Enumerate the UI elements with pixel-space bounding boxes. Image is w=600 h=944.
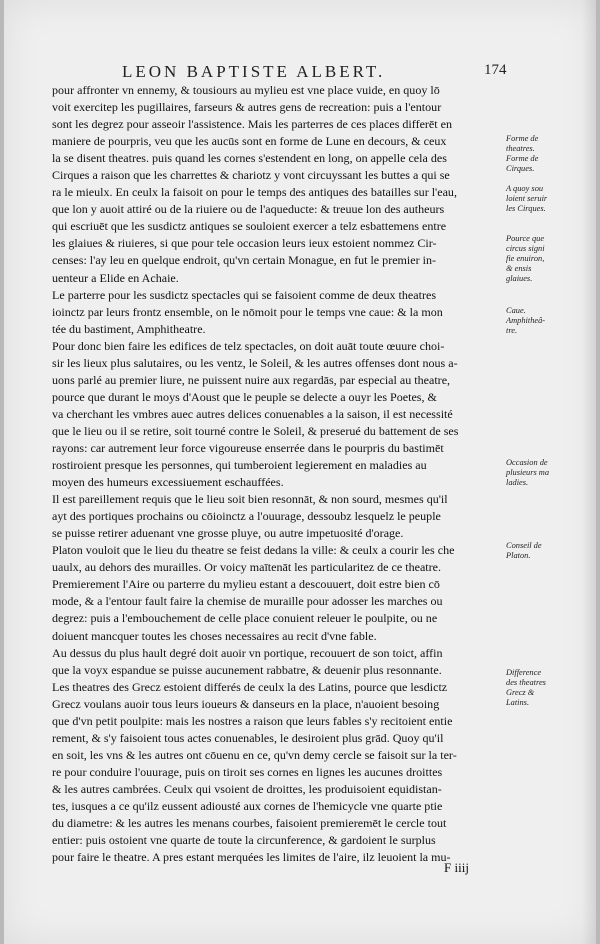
text-line: Pour donc bien faire les edifices de telz spectacles, on doit auāt toute œuure choi- xyxy=(52,338,445,353)
margin-note-4 xyxy=(506,306,578,336)
text-line: rayons: car autrement leur force vigoureuse enserrée dans le pourpris du bastimēt xyxy=(52,440,444,455)
margin-note-1 xyxy=(506,134,578,174)
page-header xyxy=(4,62,596,84)
margin-note-line: fie enuiron, xyxy=(506,254,545,263)
text-line: qui escriuēt que les susdictz antiques se souloient exercer a telz esbattemens entre xyxy=(52,219,447,234)
text-line: Platon vouloit que le lieu du theatre se feist dedans la ville: & ceulx a courir les che xyxy=(52,543,455,558)
page-edge-shadow xyxy=(582,0,596,944)
margin-note-line: theatres. xyxy=(506,144,535,153)
body-text xyxy=(52,82,507,866)
margin-note-line: Difference xyxy=(506,668,542,677)
text-line: entier: puis ostoient vne quarte de toute la circunference, & gardoient le surplus xyxy=(52,833,436,848)
text-line: Au dessus du plus hault degré doit auoir vn portique, recouuert de son toict, affin xyxy=(52,645,443,660)
text-line: du diametre: & les autres les menans courbes, faisoient premieremēt le cercle tout xyxy=(52,816,447,831)
margin-note-line: A quoy sou xyxy=(506,184,544,193)
text-line: sont les degrez pour asseoir l'assistence. Mais les parterres de ces places differēt en xyxy=(52,117,453,132)
text-line: que le lieu ou il se retire, soit tourné contre le Soleil, & preserué du battement de ses xyxy=(52,423,459,438)
text-line: va cherchant les vmbres auec autres delices conuenables a la saison, il est necessité xyxy=(52,406,453,421)
text-line: pource que durant le moys d'Aoust que le peuple se delecte a ouyr les Poetes, & xyxy=(52,389,437,404)
margin-note-3 xyxy=(506,234,578,284)
margin-note-line: Occasion de xyxy=(506,458,548,467)
margin-note-line: des theatres xyxy=(506,678,546,687)
margin-note-line: circus signi xyxy=(506,244,545,253)
text-line: Premierement l'Aire ou parterre du mylieu estant a descouuert, doit estre bien cō xyxy=(52,577,440,592)
text-line: maniere de pourpris, veu que les aucūs sont en forme de Lune en decours, & ceux xyxy=(52,134,447,149)
margin-note-line: Cirques. xyxy=(506,164,535,173)
text-line: voit exercitер les pugillaires, farseurs & autres gens de recreation: puis a l'entour xyxy=(52,100,442,115)
text-line: ayt des portiques prochains ou cōioinctz a l'ouurage, dessoubz lesquelz le peuple xyxy=(52,509,441,524)
text-line: que lon y auoit attiré ou de la riuiere ou de l'aqueducte: & treuue lon des autheurs xyxy=(52,202,445,217)
margin-note-line: Grecz & xyxy=(506,688,535,697)
margin-note-line: Forme de xyxy=(506,134,539,143)
text-line: Cirques a raison que les charrettes & chariotz y vont circuyssant les buttes a qui se xyxy=(52,168,450,183)
margin-note-5 xyxy=(506,458,578,488)
text-line: que d'vn petit poulpite: mais les nostres a raison que leurs fables s'y recitoient entie xyxy=(52,713,453,728)
text-line: Le parterre pour les susdictz spectacles qui se faisoient comme de deux theatres xyxy=(52,287,437,302)
margin-note-line: tre. xyxy=(506,326,518,335)
margin-note-2 xyxy=(506,184,578,214)
running-head: LEON BAPTISTE ALBERT. xyxy=(122,62,386,81)
text-line: uons parlé au premier liure, ne puissent nuire aux regardās, par especial au theatre, xyxy=(52,372,451,387)
text-line: tes, iusques a ce qu'ilz eussent adiousté aux cornes de l'hemicycle vne quarte ptie xyxy=(52,798,443,813)
margin-note-line: Amphitheâ- xyxy=(506,316,546,325)
margin-note-line: ladies. xyxy=(506,478,529,487)
text-line: censes: l'ay leu en quelque endroit, qu'vn certain Monague, en fut le premier in- xyxy=(52,253,437,268)
text-line: sir les lieux plus salutaires, ou les ventz, le Soleil, & les autres offenses dont nous a- xyxy=(52,355,458,370)
text-line: ioinctz par leurs frontz ensemble, on le nōmoit pour le temps vne caue: & la mon xyxy=(52,304,443,319)
margin-note-7 xyxy=(506,668,578,708)
margin-note-line: plusieurs ma xyxy=(506,468,550,477)
margin-note-line: Latins. xyxy=(506,698,530,707)
margin-note-line: glaiues. xyxy=(506,274,533,283)
text-line: en soit, les vns & les autres ont cōuenu en ce, qu'vn demy cercle se faisoit sur la ter- xyxy=(52,747,457,762)
text-line: pour affronter vn ennemy, & tousiours au mylieu est vne place vuide, en quoy lō xyxy=(52,83,440,97)
margin-note-line: Pource que xyxy=(506,234,545,243)
margin-note-line: les Cirques. xyxy=(506,204,546,213)
text-line: Les theatres des Grecz estoient differés de ceulx la des Latins, pource que lesdictz xyxy=(52,679,448,694)
text-line: uenteur a Elide en Achaie. xyxy=(52,270,179,285)
text-line: degrez: puis a l'embouchement de celle place conuient releuer le poulpite, ou ne xyxy=(52,611,438,626)
text-line: uaulx, au dehors des murailles. Or voicy maītenāt les particularitez de ce theatre. xyxy=(52,560,442,575)
text-line: rement, & s'y faisoient tous actes conuenables, le desiroient plus grād. Quoy qu'il xyxy=(52,730,444,745)
text-line: pour faire le theatre. A pres estant merquées les limites de l'aire, ilz leuoient la mu- xyxy=(52,850,451,865)
text-line: moyen des humeurs excessiuement eschauffées. xyxy=(52,475,284,490)
margin-note-line: & ensis xyxy=(506,264,532,273)
page-number: 174 xyxy=(484,62,507,78)
text-line: se puisse retirer aduenant vne grosse pluye, ou autre impetuosité d'orage. xyxy=(52,526,404,541)
margin-note-line: Caue. xyxy=(506,306,526,315)
text-line: & les autres cambrées. Ceulx qui vsoient de droittes, les produisoient equidistan- xyxy=(52,781,442,796)
text-line: la se disent theatres. puis quand les cornes s'estendent en long, on appelle cela des xyxy=(52,151,447,166)
text-line: mode, & a l'entour fault faire la chemise de muraille pour adosser les marches ou xyxy=(52,594,443,609)
book-page xyxy=(4,0,596,944)
text-line: que la voyx espandue se puisse aucunement rabbatre, & deuenir plus resonnante. xyxy=(52,662,442,677)
text-line: Grecz voulans auoir tous leurs ioueurs & danseurs en la place, n'auoient besoing xyxy=(52,696,440,711)
text-line: ra le mieulx. En ceulx la faisoit on pour le temps des antiques des batailles sur l'eau, xyxy=(52,185,457,200)
signature-mark: F iiij xyxy=(444,860,469,875)
margin-note-line: loient seruir xyxy=(506,194,548,203)
margin-note-line: Conseil de xyxy=(506,541,542,550)
text-line: Il est pareillement requis que le lieu soit bien resonnāt, & non sourd, mesmes qu'il xyxy=(52,492,448,507)
text-line: rostiroient presque les personnes, qui tumberoient legierement en maladies au xyxy=(52,458,427,473)
text-line: re pour conduire l'ouurage, puis on tiroit ses cornes en lignes les aucunes droittes xyxy=(52,764,443,779)
text-line: les glaiues & riuieres, si que pour tele occasion leurs ieux estoient nommez Cir- xyxy=(52,236,437,251)
margin-note-line: Forme de xyxy=(506,154,539,163)
margin-note-6 xyxy=(506,541,578,561)
text-line: tée du bastiment, Amphitheatre. xyxy=(52,321,206,336)
text-line: doiuent mancquer toutes les choses necessaires au recit d'vne fable. xyxy=(52,628,377,643)
margin-note-line: Platon. xyxy=(506,551,531,560)
